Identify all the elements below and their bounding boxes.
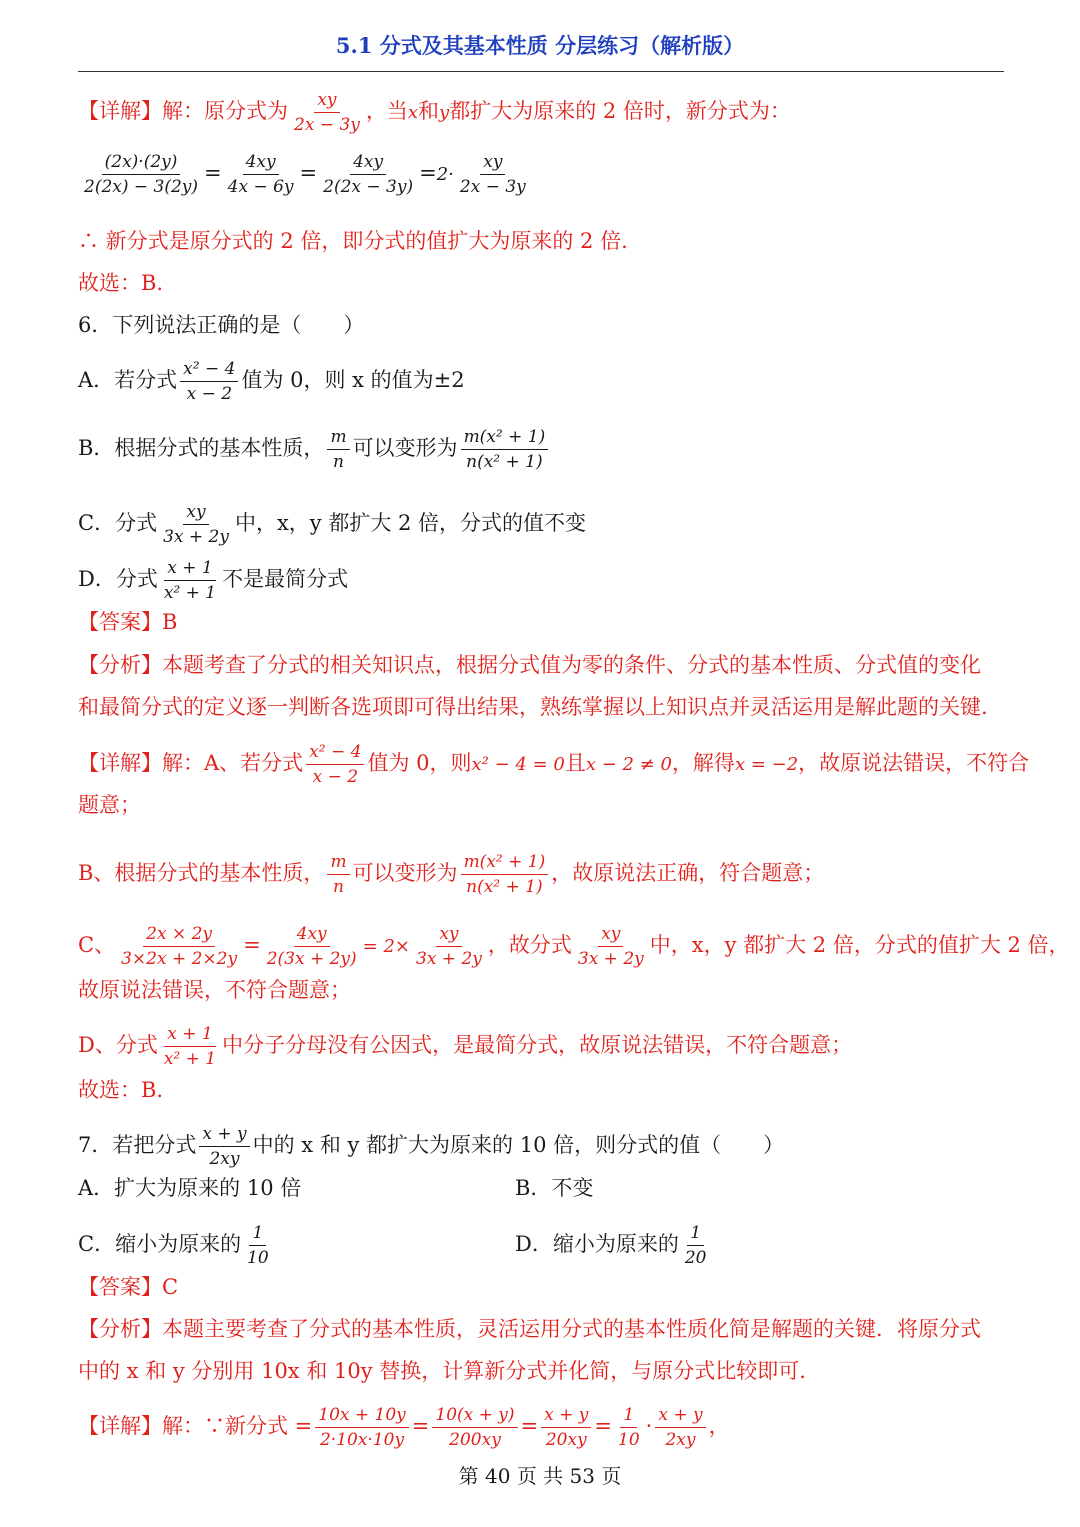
q6-dc-f2-den: 2(3x + 2y) (266, 949, 357, 969)
q6-dd-num: x + 1 (164, 1022, 215, 1047)
q7-f2-den: 200xy (449, 1430, 501, 1450)
q7-option-c (78, 1221, 498, 1270)
q7-f3-num: x + y (541, 1403, 591, 1428)
q7-f5 (655, 1403, 705, 1452)
q7-tail: ， (708, 1414, 730, 1438)
p5-eq-f1-num: (2x)·(2y) (102, 150, 181, 175)
p5-and: 和 (418, 99, 440, 123)
q6-detail-c (78, 922, 1070, 971)
q6-choose: 故选：B. (78, 1078, 164, 1102)
q7-analysis-2: 中的 x 和 y 分别用 10x 和 10y 替换，计算新分式并化简，与原分式比较即可. (78, 1359, 806, 1383)
q6-dc-f2-num: 4xy (294, 922, 330, 947)
q6-dc-frac1 (118, 922, 240, 971)
q6-db-mid: 可以变形为 (352, 861, 458, 885)
q6-db-num: m (327, 850, 349, 875)
q6-dc-f4-den: 3x + 2y (577, 949, 644, 969)
q6-detail-a (78, 740, 1030, 789)
q6-d-pre: D．分式 (78, 567, 158, 591)
p5-conclusion: ∴ 新分式是原分式的 2 倍，即分式的值扩大为原来的 2 倍. (78, 229, 628, 253)
q7-option-a: A．扩大为原来的 10 倍 (78, 1176, 302, 1200)
q6-dc-f3-den: 3x + 2y (416, 949, 482, 969)
q7-stem-frac (199, 1122, 249, 1171)
p5-detail-c: 都扩大为原来的 2 倍时，新分式为： (449, 99, 791, 123)
q6-db-num2: m(x² + 1) (461, 850, 549, 875)
p5-detail-line (78, 88, 1004, 137)
q7-answer: 【答案】C (78, 1275, 179, 1299)
q6-da-eq3: x = −2 (734, 754, 799, 775)
q6-dc-frac3 (413, 922, 485, 971)
q6-b-num2: m(x² + 1) (461, 425, 549, 450)
q6-answer: 【答案】B (78, 610, 178, 634)
q6-dc-eq: = (243, 933, 261, 957)
q7-detail (78, 1403, 1004, 1452)
q6-c-den: 3x + 2y (163, 527, 229, 547)
q7-f4-den: 10 (618, 1430, 640, 1450)
q6-d-post: 不是最简分式 (222, 567, 349, 591)
header-rule (78, 71, 1004, 72)
q7-stem-post: 中的 x 和 y 都扩大为原来的 10 倍，则分式的值（ ） (252, 1133, 785, 1157)
q6-c-pre: C．分式 (78, 511, 158, 535)
q6-da-num: x² − 4 (306, 740, 364, 765)
q6-dc-coef: = 2× (362, 936, 410, 957)
q6-db-frac2 (461, 850, 549, 899)
q6-b-num: m (327, 425, 349, 450)
q6-db-den: n (333, 877, 344, 897)
q7-option-b: B．不变 (515, 1176, 594, 1200)
q6-db-pre: B、根据分式的基本性质， (78, 861, 325, 885)
q6-detail-b (78, 850, 1004, 899)
q7-d-frac (682, 1221, 710, 1270)
q6-dc-frac2 (264, 922, 360, 971)
q7-c-pre: C．缩小为原来的 (78, 1232, 242, 1256)
q7-f1-den: 2·10x·10y (319, 1430, 405, 1450)
q6-a-pre: A．若分式 (78, 368, 178, 392)
q6-option-c (78, 500, 1004, 549)
p5-eq-sign2: = (299, 161, 318, 185)
q7-f2 (432, 1403, 517, 1452)
q7-d-pre: D．缩小为原来的 (515, 1232, 679, 1256)
q6-dc-f1-num: 2x × 2y (143, 922, 215, 947)
q6-dc-f4-num: xy (598, 922, 623, 947)
q6-a-num: x² − 4 (180, 357, 238, 382)
p5-eq-frac3 (320, 150, 416, 199)
p5-eq-frac1 (81, 150, 201, 199)
p5-eq-f2-num: 4xy (243, 150, 279, 175)
p5-eq-sign3: = (419, 161, 437, 185)
q6-d-den: x² + 1 (163, 583, 217, 603)
q7-stem-num: x + y (199, 1122, 249, 1147)
q7-eq3: = (594, 1414, 613, 1438)
q6-dc-mid: ，故分式 (487, 933, 572, 957)
q7-f4 (615, 1403, 643, 1452)
q6-b-mid: 可以变形为 (352, 436, 458, 460)
q6-c-post: 中，x，y 都扩大 2 倍，分式的值不变 (234, 511, 587, 535)
q6-dd-frac (161, 1022, 219, 1071)
p5-eq-f1-den: 2(2x) − 3(2y) (84, 177, 199, 197)
q6-db-post: ，故原说法正确，符合题意； (551, 861, 825, 885)
q6-da-den: x − 2 (312, 767, 359, 787)
q6-b-den2: n(x² + 1) (466, 452, 543, 472)
q7-eq1: = (411, 1414, 430, 1438)
q7-option-d (515, 1221, 1004, 1270)
q6-dc-f1-den: 3×2x + 2×2y (121, 949, 238, 969)
q7-f5-num: x + y (655, 1403, 705, 1428)
q6-a-den: x − 2 (186, 384, 233, 404)
p5-eq-coef: 2· (436, 164, 454, 185)
p5-eq-f3-den: 2(2x − 3y) (323, 177, 414, 197)
q6-dc-post: 中，x，y 都扩大 2 倍，分式的值扩大 2 倍， (649, 933, 1070, 957)
q7-f3-den: 20xy (545, 1430, 587, 1450)
q6-analysis-1: 【分析】本题考查了分式的相关知识点，根据分式值为零的条件、分式的基本性质、分式值的变化 (78, 653, 981, 677)
q6-option-a (78, 357, 1004, 406)
p5-frac1-num: xy (314, 88, 339, 113)
q6-b-pre: B．根据分式的基本性质， (78, 436, 325, 460)
q6-detail-a-cont: 题意； (78, 793, 141, 817)
q6-da-eq2: x − 2 ≠ 0 (585, 754, 672, 775)
q7-eq2: = (520, 1414, 539, 1438)
q7-f4-num: 1 (620, 1403, 637, 1428)
q6-analysis-2: 和最简分式的定义逐一判断各选项即可得出结果，熟练掌握以上知识点并灵活运用是解此题的关键. (78, 695, 988, 719)
q7-d-num: 1 (687, 1221, 704, 1246)
q7-c-den: 10 (247, 1248, 269, 1268)
q6-b-frac2 (461, 425, 549, 474)
q6-option-b (78, 425, 1004, 474)
q6-b-frac (327, 425, 349, 474)
q6-d-num: x + 1 (164, 556, 215, 581)
q6-a-frac (180, 357, 238, 406)
q7-c-num: 1 (249, 1221, 266, 1246)
q7-stem (78, 1122, 1004, 1171)
q6-stem: 6．下列说法正确的是（ ） (78, 313, 365, 337)
p5-detail-b: ，当 (365, 99, 408, 123)
q7-analysis-1: 【分析】本题主要考查了分式的基本性质，灵活运用分式的基本性质化简是解题的关键．将原分式 (78, 1317, 981, 1341)
p5-frac1 (291, 88, 363, 137)
q7-d-den: 20 (684, 1248, 707, 1268)
p5-eq-f4-den: 2x − 3y (459, 177, 526, 197)
q6-option-d (78, 556, 1004, 605)
p5-eq-f4-num: xy (480, 150, 505, 175)
q6-a-post: 值为 0，则 x 的值为±2 (241, 368, 465, 392)
page-header: 5.1 分式及其基本性质 分层练习（解析版） (335, 33, 745, 58)
q6-dc-pre: C、 (78, 933, 116, 957)
p5-eq-f3-num: 4xy (350, 150, 386, 175)
q6-dc-frac4 (575, 922, 647, 971)
q7-f3 (541, 1403, 591, 1452)
q6-da-and: 且 (564, 751, 586, 775)
q6-c-num: xy (183, 500, 208, 525)
p5-y: y (439, 102, 450, 123)
q6-d-frac (161, 556, 219, 605)
p5-equation (78, 150, 1004, 199)
q6-da-mid: 值为 0，则 (367, 751, 472, 775)
p5-eq-frac2 (225, 150, 297, 199)
q7-c-frac (244, 1221, 272, 1270)
q6-detail-c-cont: 故原说法错误，不符合题意； (78, 978, 351, 1002)
p5-choose: 故选：B. (78, 271, 164, 295)
p5-eq-f2-den: 4x − 6y (227, 177, 294, 197)
q7-f1-num: 10x + 10y (315, 1403, 409, 1428)
q6-da-pre: 【详解】解：A、若分式 (78, 751, 304, 775)
q6-db-frac (327, 850, 349, 899)
q6-detail-d (78, 1022, 1004, 1071)
q7-f5-den: 2xy (665, 1430, 696, 1450)
q6-dd-pre: D、分式 (78, 1033, 158, 1057)
p5-eq-sign: = (204, 161, 222, 185)
q6-da-post: ，故原说法错误，不符合 (798, 751, 1030, 775)
q7-f1 (315, 1403, 409, 1452)
q6-da-eq1: x² − 4 = 0 (471, 754, 565, 775)
q7-stem-pre: 7．若把分式 (78, 1133, 197, 1157)
q6-c-frac (160, 500, 232, 549)
q7-f2-num: 10(x + y) (432, 1403, 517, 1428)
page-footer: 第 40 页 共 53 页 (458, 1464, 622, 1488)
q7-stem-den: 2xy (209, 1149, 240, 1169)
q7-detail-pre: 【详解】解：∵新分式 = (78, 1414, 313, 1438)
p5-detail-a: 【详解】解：原分式为 (78, 99, 288, 123)
q6-dc-f3-num: xy (436, 922, 461, 947)
p5-x: x (407, 102, 419, 123)
q7-dot: · (645, 1414, 653, 1438)
q6-da-solve: ，解得 (671, 751, 735, 775)
q6-dd-den: x² + 1 (163, 1049, 217, 1069)
p5-frac1-den: 2x − 3y (294, 115, 360, 135)
p5-eq-frac4 (457, 150, 529, 199)
q6-da-frac (306, 740, 364, 789)
q6-b-den: n (333, 452, 344, 472)
q6-db-den2: n(x² + 1) (466, 877, 543, 897)
q6-dd-post: 中分子分母没有公因式，是最简分式，故原说法错误，不符合题意； (222, 1033, 853, 1057)
